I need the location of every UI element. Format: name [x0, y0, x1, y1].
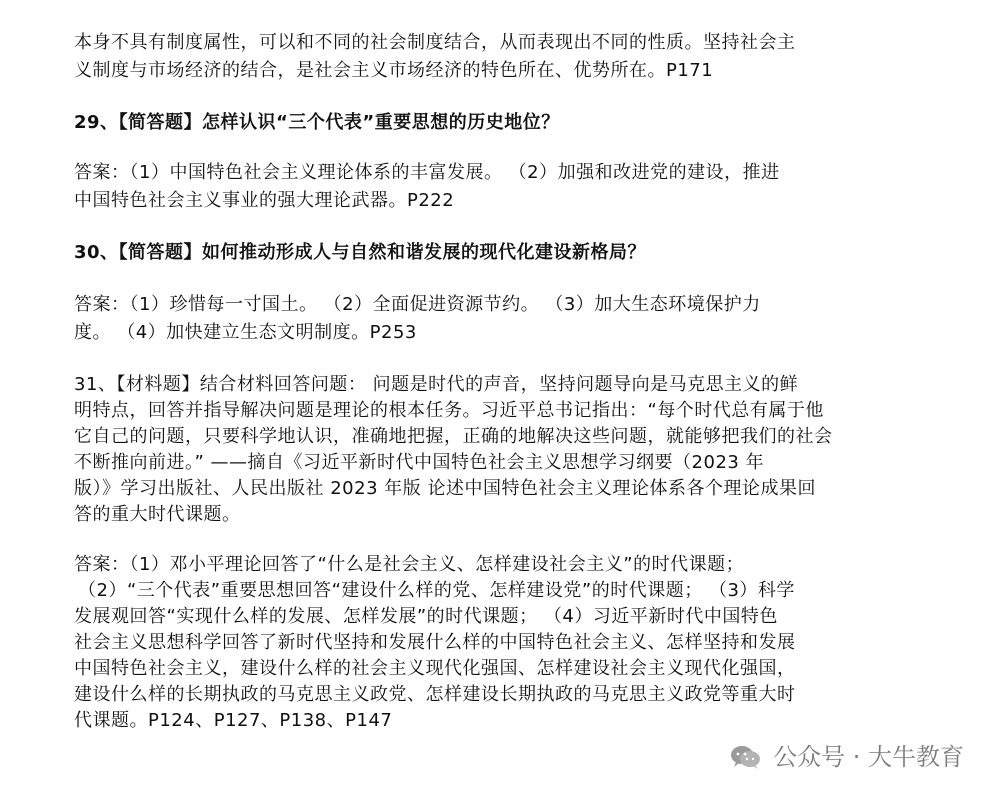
- answer-31-line: 发展观回答“实现什么样的发展、怎样发展”的时代课题； （4）习近平新时代中国特色: [74, 606, 778, 627]
- question-31-line: 版）》学习出版社、人民出版社 2023 年版 论述中国特色社会主义理论体系各个理论成果回: [74, 478, 816, 499]
- answer-30-line: 度。 （4）加快建立生态文明制度。P253: [74, 322, 417, 343]
- question-31-line: 它自己的问题，只要科学地认识，准确地把握，正确的地解决这些问题，就能够把我们的社会: [74, 426, 833, 447]
- question-31-line: 31、【材料题】结合材料回答问题： 问题是时代的声音，坚持问题导向是马克思主义的鲜: [74, 374, 799, 395]
- answer-31-line: 中国特色社会主义，建设什么样的社会主义现代化强国、怎样建设社会主义现代化强国，: [74, 658, 796, 679]
- watermark: [729, 742, 964, 772]
- watermark-text: 公众号 · 大牛教育: [773, 743, 964, 771]
- question-31-line: 明特点，回答并指导解决问题是理论的根本任务。习近平总书记指出：“每个时代总有属于他: [74, 400, 824, 421]
- answer-31-line: 代课题。P124、P127、P138、P147: [74, 710, 393, 731]
- answer-29-line: 中国特色社会主义事业的强大理论武器。P222: [74, 190, 455, 211]
- answer-30-line: 答案：（1）珍惜每一寸国土。 （2）全面促进资源节约。 （3）加大生态环境保护力: [74, 294, 761, 315]
- text-line: 本身不具有制度属性，可以和不同的社会制度结合，从而表现出不同的性质。坚持社会主: [74, 32, 796, 53]
- answer-31-line: （2）“三个代表”重要思想回答“建设什么样的党、怎样建设党”的时代课题； （3）科学: [78, 580, 795, 601]
- answer-31-line: 答案：（1）邓小平理论回答了“什么是社会主义、怎样建设社会主义”的时代课题；: [74, 554, 745, 575]
- answer-31-line: 建设什么样的长期执政的马克思主义政党、怎样建设长期执政的马克思主义政党等重大时: [74, 684, 796, 705]
- question-31-line: 答的重大时代课题。: [74, 504, 241, 525]
- question-30-title: 30、【简答题】如何推动形成人与自然和谐发展的现代化建设新格局？: [74, 242, 647, 263]
- answer-29-line: 答案：（1）中国特色社会主义理论体系的丰富发展。 （2）加强和改进党的建设，推进: [74, 162, 780, 183]
- text-line: 义制度与市场经济的结合，是社会主义市场经济的特色所在、优势所在。P171: [74, 60, 714, 81]
- question-31-line: 不断推向前进。” ——摘自《习近平新时代中国特色社会主义思想学习纲要（2023 年: [74, 452, 765, 473]
- question-29-title: 29、【简答题】怎样认识“三个代表”重要思想的历史地位？: [74, 112, 560, 133]
- wechat-icon: [729, 743, 763, 771]
- answer-31-line: 社会主义思想科学回答了新时代坚持和发展什么样的中国特色社会主义、怎样坚持和发展: [74, 632, 796, 653]
